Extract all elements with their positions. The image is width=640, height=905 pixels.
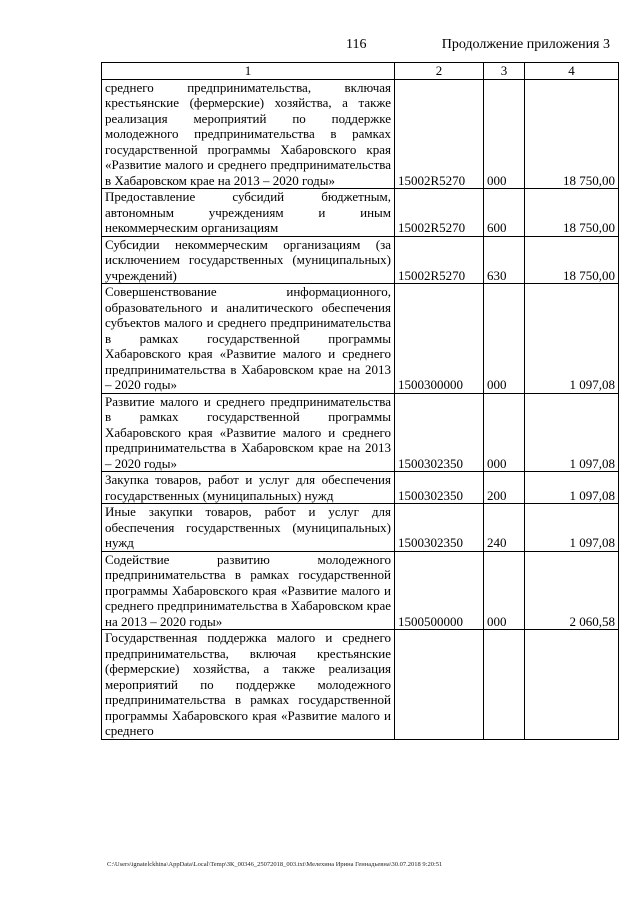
- table-row: [102, 284, 619, 394]
- row-expense-type: 630: [484, 236, 525, 284]
- row-amount: [525, 630, 619, 740]
- row-amount: 18 750,00: [525, 189, 619, 237]
- row-target-code: 1500300000: [395, 284, 484, 394]
- footer-file-path: C:\Users\ignatelckhina\AppData\Local\Temp\ЗК_00346_25072018_003.txt\Мелехина Ирина Геннадьевна\30.07.2018 9:20:51: [107, 861, 443, 868]
- column-header-2: 2: [395, 63, 484, 80]
- row-target-code: 1500302350: [395, 393, 484, 472]
- page-number: 116: [346, 37, 367, 52]
- row-expense-type: 000: [484, 393, 525, 472]
- row-target-code: [395, 630, 484, 740]
- table-row: [102, 630, 619, 740]
- row-target-code: 1500500000: [395, 551, 484, 630]
- row-description: Совершенствование информационного, образовательного и аналитического обеспечения субъектов малого и среднего предпринимательства в рамках государственной программы Хабаровского края «Развитие малого и среднего предпринимательства в Хабаровском крае на 2013 – 2020 годы»: [102, 284, 395, 394]
- row-description: Государственная поддержка малого и среднего предпринимательства, включая крестьянские (фермерские) хозяйства, а также реализация мероприятий по поддержке молодежного предпринимательства в рамках государственной программы Хабаровского края «Развитие малого и среднего: [102, 630, 395, 740]
- row-amount: 18 750,00: [525, 236, 619, 284]
- row-description: Субсидии некоммерческим организациям (за исключением государственных (муниципальных) учреждений): [102, 236, 395, 284]
- row-amount: 2 060,58: [525, 551, 619, 630]
- row-target-code: 1500302350: [395, 472, 484, 504]
- table-row: [102, 189, 619, 237]
- row-amount: 1 097,08: [525, 393, 619, 472]
- row-description: Закупка товаров, работ и услуг для обеспечения государственных (муниципальных) нужд: [102, 472, 395, 504]
- row-expense-type: 600: [484, 189, 525, 237]
- table-row: [102, 472, 619, 504]
- row-target-code: 15002R5270: [395, 79, 484, 189]
- row-expense-type: 000: [484, 551, 525, 630]
- budget-table: [101, 62, 619, 740]
- row-target-code: 15002R5270: [395, 189, 484, 237]
- row-expense-type: 200: [484, 472, 525, 504]
- table-row: [102, 79, 619, 189]
- continuation-label: Продолжение приложения 3: [441, 37, 610, 52]
- row-description: Иные закупки товаров, работ и услуг для обеспечения государственных (муниципальных) нужд: [102, 504, 395, 552]
- row-description: среднего предпринимательства, включая крестьянские (фермерские) хозяйства, а также реализация мероприятий по поддержке молодежного предпринимательства в рамках государственной программы Хабаровского края «Развитие малого и среднего предпринимательства в Хабаровском крае на 2013 – 2020 годы»: [102, 79, 395, 189]
- row-amount: 1 097,08: [525, 504, 619, 552]
- table-row: [102, 551, 619, 630]
- row-expense-type: 240: [484, 504, 525, 552]
- table-row: [102, 236, 619, 284]
- column-header-3: 3: [484, 63, 525, 80]
- row-expense-type: 000: [484, 284, 525, 394]
- row-expense-type: 000: [484, 79, 525, 189]
- row-amount: 18 750,00: [525, 79, 619, 189]
- row-amount: 1 097,08: [525, 472, 619, 504]
- row-target-code: 1500302350: [395, 504, 484, 552]
- row-description: Развитие малого и среднего предпринимательства в рамках государственной программы Хабаровского края «Развитие малого и среднего предпринимательства в Хабаровском крае на 2013 – 2020 годы»: [102, 393, 395, 472]
- table-row: [102, 393, 619, 472]
- row-expense-type: [484, 630, 525, 740]
- row-description: Предоставление субсидий бюджетным, автономным учреждениям и иным некоммерческим организациям: [102, 189, 395, 237]
- row-target-code: 15002R5270: [395, 236, 484, 284]
- column-header-4: 4: [525, 63, 619, 80]
- column-header-1: 1: [102, 63, 395, 80]
- row-amount: 1 097,08: [525, 284, 619, 394]
- table-row: [102, 504, 619, 552]
- column-number-row: [102, 63, 619, 80]
- row-description: Содействие развитию молодежного предпринимательства в рамках государственной программы Хабаровского края «Развитие малого и среднего предпринимательства в Хабаровском крае на 2013 – 2020 годы»: [102, 551, 395, 630]
